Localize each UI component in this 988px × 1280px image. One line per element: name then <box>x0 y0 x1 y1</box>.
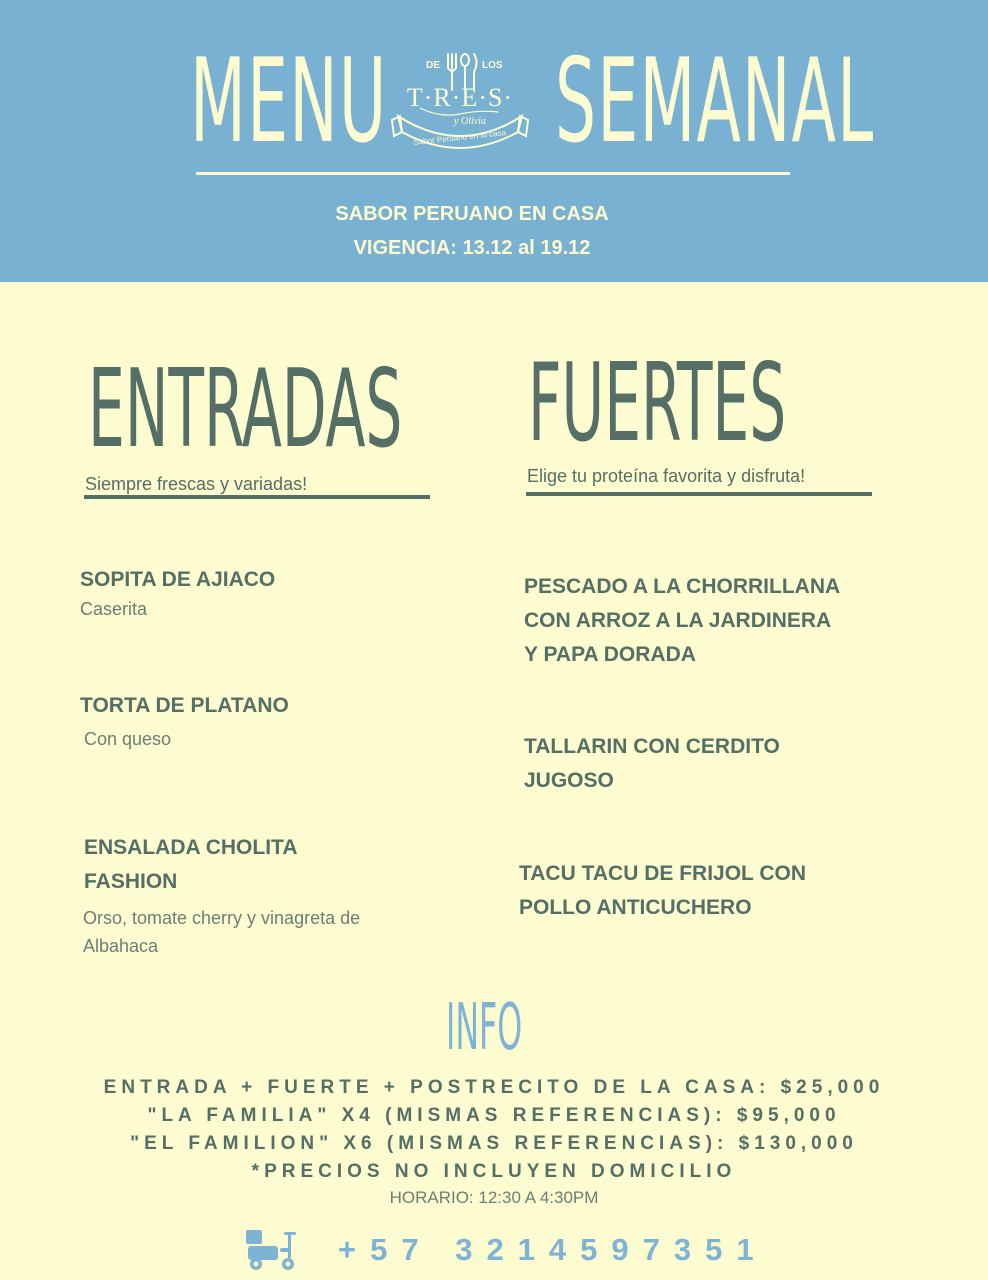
phone-number[interactable]: +57 3214597351 <box>338 1232 768 1267</box>
delivery-scooter-icon <box>244 1228 302 1272</box>
dish-entrada-3 <box>84 831 298 899</box>
dish-fuerte-2 <box>524 730 780 798</box>
price-line-combo: ENTRADA + FUERTE + POSTRECITO DE LA CASA: $25,000 <box>103 1077 885 1098</box>
dish-fuerte-1 <box>524 570 840 672</box>
logo-top-left: DE <box>426 60 440 71</box>
title-semanal: SEMANAL <box>555 34 875 169</box>
title-menu: MENU <box>190 34 388 169</box>
price-line-familia: "LA FAMILIA" X4 (MISMAS REFERENCIAS): $95,000 <box>147 1105 841 1126</box>
dish-name-line: Y PAPA DORADA <box>524 643 696 666</box>
price-line-familion: "EL FAMILION" X6 (MISMAS REFERENCIAS): $130,000 <box>130 1133 858 1154</box>
section-title-entradas: ENTRADAS <box>88 347 403 472</box>
dish-entrada-2-desc <box>84 725 171 753</box>
dish-desc-line: Con queso <box>84 729 172 749</box>
dish-name-line: SOPITA DE AJIACO <box>80 568 276 591</box>
opening-hours: HORARIO: 12:30 A 4:30PM <box>389 1188 599 1207</box>
dish-desc-line: Orso, tomate cherry y vinagreta de <box>83 908 361 928</box>
dish-entrada-1-desc <box>80 595 147 623</box>
info-title: INFO <box>446 991 523 1065</box>
divider-fuertes <box>526 492 872 496</box>
header-banner <box>0 0 988 282</box>
logo-emblem <box>390 50 530 156</box>
tagline-fuertes: Elige tu proteína favorita y disfruta! <box>527 466 806 486</box>
header-subtitle: SABOR PERUANO EN CASA <box>335 203 609 225</box>
title-underline <box>196 172 790 175</box>
dish-entrada-1 <box>80 563 275 597</box>
dish-name-line: TACU TACU DE FRIJOL CON <box>519 862 806 885</box>
logo-ribbon-text: Sabor Peruano en tu casa <box>413 128 507 147</box>
logo-top-right: LOS <box>482 60 503 71</box>
divider-entradas <box>84 495 430 499</box>
dish-desc-line: Caserita <box>80 599 148 619</box>
logo-script: y Olivia <box>454 116 486 127</box>
dish-name-line: ENSALADA CHOLITA <box>84 836 298 859</box>
restaurant-logo <box>390 50 530 156</box>
dish-fuerte-3 <box>519 857 806 925</box>
dish-name-line: FASHION <box>84 870 178 893</box>
dish-entrada-3-desc <box>83 904 360 960</box>
dish-name-line: PESCADO A LA CHORRILLANA <box>524 575 841 598</box>
section-title-fuertes: FUERTES <box>528 341 787 466</box>
price-note-delivery: *PRECIOS NO INCLUYEN DOMICILIO <box>251 1161 737 1182</box>
dish-name-line: TORTA DE PLATANO <box>80 694 289 717</box>
dish-name-line: CON ARROZ A LA JARDINERA <box>524 609 832 632</box>
dish-entrada-2 <box>80 689 289 723</box>
dish-name-line: JUGOSO <box>524 769 614 792</box>
dish-desc-line: Albahaca <box>83 936 159 956</box>
logo-name: T·R·E·S· <box>406 83 514 112</box>
header-validity: VIGENCIA: 13.12 al 19.12 <box>353 237 591 259</box>
dish-name-line: POLLO ANTICUCHERO <box>519 896 752 919</box>
dish-name-line: TALLARIN CON CERDITO <box>524 735 780 758</box>
tagline-entradas: Siempre frescas y variadas! <box>85 474 308 494</box>
